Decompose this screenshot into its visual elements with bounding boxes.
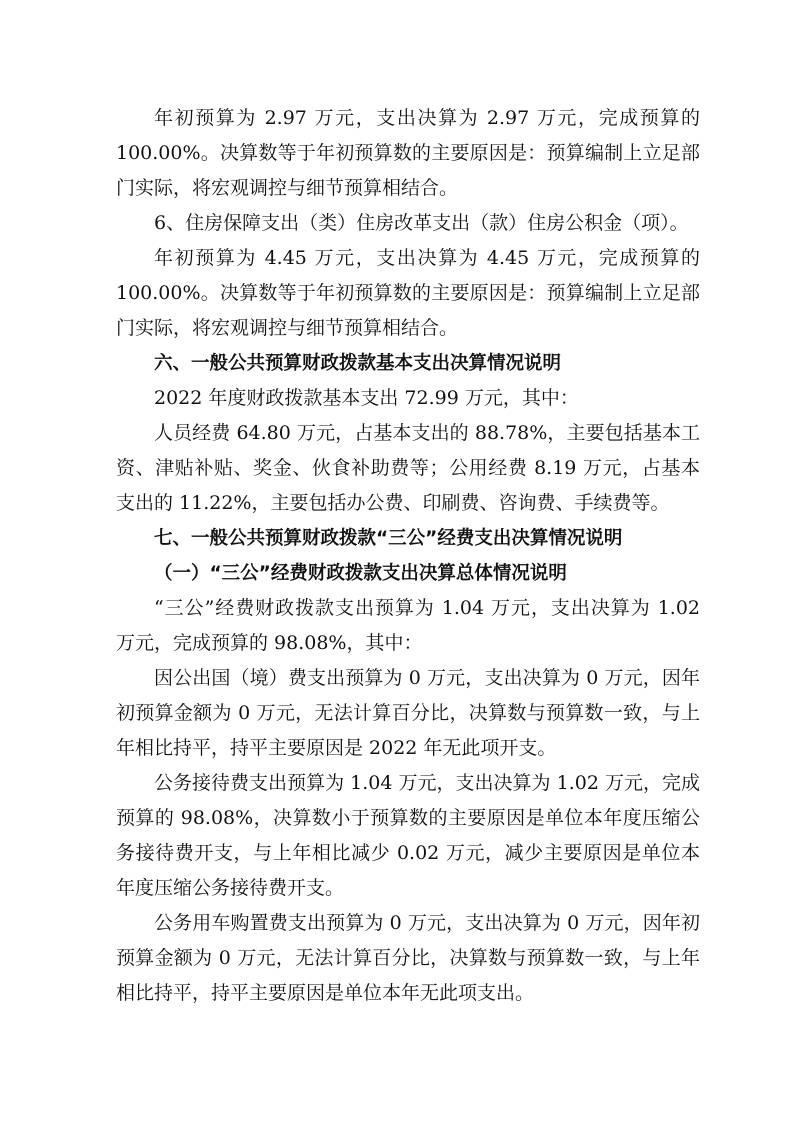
- paragraph-overseas-travel: 因公出国（境）费支出预算为 0 万元，支出决算为 0 万元，因年初预算金额为 0 万元，无法计算百分比，决算数与预算数一致，与上年相比持平，持平主要原因是 2022 年无此项开支。: [116, 667, 700, 759]
- paragraph-budget-result-1: 年初预算为 2.97 万元，支出决算为 2.97 万元，完成预算的 100.00%。决算数等于年初预算数的主要原因是：预算编制上立足部门实际，将宏观调控与细节预算相结合。: [116, 107, 700, 199]
- section-heading-basic-expenditure: 六、一般公共预算财政拨款基本支出决算情况说明: [154, 353, 562, 374]
- paragraph-personnel-public-expenses: 人员经费 64.80 万元，占基本支出的 88.78%，主要包括基本工资、津贴补贴、奖金、伙食补助费等；公用经费 8.19 万元，占基本支出的 11.22%，主要包括办公费、印刷费、咨询费、手续费等。: [116, 422, 700, 514]
- document-body: [116, 101, 700, 1011]
- paragraph-official-reception: 公务接待费支出预算为 1.04 万元，支出决算为 1.02 万元，完成预算的 98.08%，决算数小于预算数的主要原因是单位本年度压缩公务接待费开支，与上年相比减少 0.02 万元，减少主要原因是单位本年度压缩公务接待费开支。: [116, 772, 700, 899]
- paragraph-budget-result-2: 年初预算为 4.45 万元，支出决算为 4.45 万元，完成预算的 100.00%。决算数等于年初预算数的主要原因是：预算编制上立足部门实际，将宏观调控与细节预算相结合。: [116, 247, 700, 339]
- subsection-heading-three-public-overall: （一）“三公”经费财政拨款支出决算总体情况说明: [154, 563, 567, 584]
- paragraph-housing-item: 6、住房保障支出（类）住房改革支出（款）住房公积金（项）。: [154, 212, 689, 234]
- paragraph-vehicle-purchase: 公务用车购置费支出预算为 0 万元，支出决算为 0 万元，因年初预算金额为 0 万元，无法计算百分比，决算数与预算数一致，与上年相比持平，持平主要原因是单位本年无此项支出。: [116, 912, 700, 1004]
- paragraph-basic-expenditure-total: 2022 年度财政拨款基本支出 72.99 万元，其中：: [154, 387, 579, 409]
- paragraph-three-public-total: “三公”经费财政拨款支出预算为 1.04 万元，支出决算为 1.02 万元，完成预算的 98.08%，其中：: [116, 597, 700, 654]
- section-heading-three-public: 七、一般公共预算财政拨款“三公”经费支出决算情况说明: [154, 528, 623, 549]
